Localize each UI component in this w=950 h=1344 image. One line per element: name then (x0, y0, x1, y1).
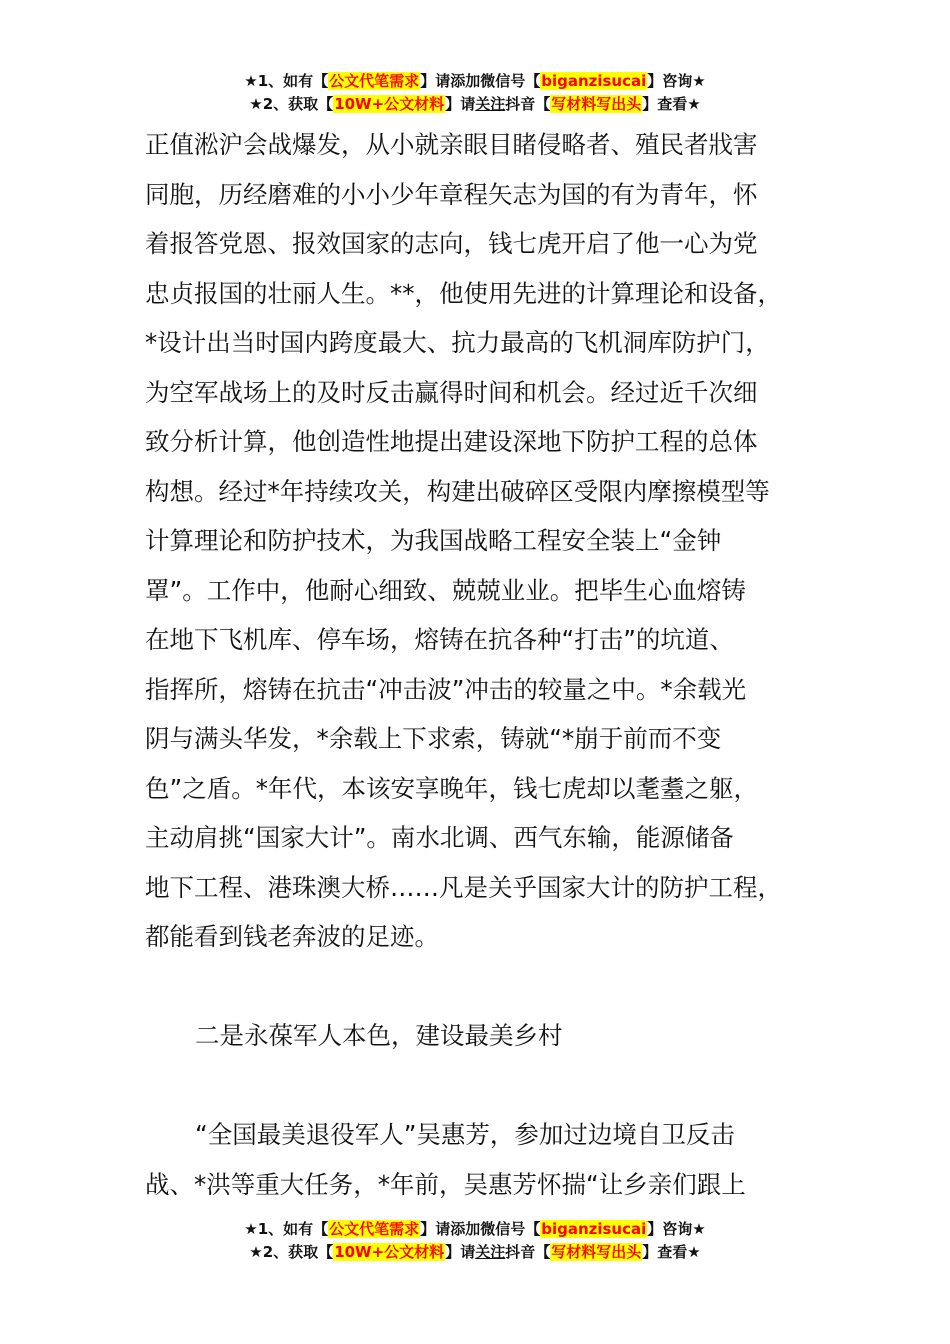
text-line: 同胞，历经磨难的小小少年章程矢志为国的有为青年，怀 (145, 179, 758, 209)
text-line: 主动肩挑“国家大计”。南水北调、西气东输，能源储备 (145, 823, 734, 852)
banner-text: 】查看★ (642, 95, 701, 113)
text-line: 色”之盾。*年代，本该安享晚年，钱七虎却以耄耋之躯， (145, 773, 758, 803)
text-line: 都能看到钱老奔波的足迹。 (145, 922, 439, 951)
paragraph-spacer (145, 962, 835, 1012)
text-line: 着报答党恩、报效国家的志向，钱七虎开启了他一心为党 (145, 229, 758, 258)
text-line: *设计出当时国内跨度最大、抗力最高的飞机洞库防护门， (145, 328, 770, 357)
banner-text: 】请 (445, 95, 476, 113)
highlight-text: 写材料写出头 (551, 1243, 642, 1261)
banner-line-2 (0, 93, 950, 116)
banner-text: 】咨询★ (647, 72, 706, 90)
section-heading: 二是永葆军人本色，建设最美乡村 (195, 1021, 563, 1050)
underlined-text: 关注 (475, 95, 506, 113)
text-line: 致分析计算，他创造性地提出建设深地下防护工程的总体 (145, 427, 758, 456)
banner-line-2 (0, 1241, 950, 1264)
text-line: 计算理论和防护技术，为我国战略工程安全装上“金钟 (145, 526, 722, 555)
underlined-text: 关注 (475, 1243, 506, 1261)
text-line: 罩”。工作中，他耐心细致、兢兢业业。把毕生心血熔铸 (145, 575, 746, 605)
text-line: 忠贞报国的壮丽人生。**，他使用先进的计算理论和设备， (145, 278, 782, 308)
banner-text: ★1、如有【 (244, 1220, 329, 1238)
text-line: “全国最美退役军人”吴惠芳，参加过边境自卫反击 (195, 1120, 735, 1149)
banner-text: ★2、获取【 (249, 95, 334, 113)
paragraph-1 (145, 120, 835, 962)
banner-text: ★1、如有【 (244, 72, 329, 90)
highlight-text: biganzisucai (541, 72, 647, 90)
banner-line-1 (0, 1218, 950, 1241)
banner-text: 】咨询★ (647, 1220, 706, 1238)
banner-text: 】请添加微信号【 (420, 1220, 541, 1238)
paragraph-spacer (145, 1061, 835, 1111)
highlight-text: biganzisucai (541, 1220, 647, 1238)
header-banner (0, 70, 950, 116)
banner-text: 】查看★ (642, 1243, 701, 1261)
banner-text: 】请 (445, 1243, 476, 1261)
footer-banner (0, 1218, 950, 1264)
text-line: 正值淞沪会战爆发，从小就亲眼目睹侵略者、殖民者戕害 (145, 130, 758, 159)
text-line: 为空军战场上的及时反击赢得时间和机会。经过近千次细 (145, 377, 758, 407)
banner-text: 】请添加微信号【 (420, 72, 541, 90)
highlight-text: 公文代笔需求 (329, 1220, 420, 1238)
text-line: 构想。经过*年持续攻关，构建出破碎区受限内摩擦模型等 (145, 476, 770, 506)
banner-text: 抖音【 (505, 1243, 551, 1261)
highlight-text: 公文代笔需求 (329, 72, 420, 90)
paragraph-3 (145, 1110, 835, 1209)
banner-text: 抖音【 (505, 95, 551, 113)
banner-text: ★2、获取【 (249, 1243, 334, 1261)
highlight-text: 10W+公文材料 (334, 1243, 445, 1261)
text-line: 在地下飞机库、停车场，熔铸在抗各种“打击”的坑道、 (145, 625, 734, 654)
banner-line-1 (0, 70, 950, 93)
document-body (145, 120, 835, 1209)
highlight-text: 10W+公文材料 (334, 95, 445, 113)
text-line: 战、*洪等重大任务，*年前，吴惠芳怀揣“让乡亲们跟上 (145, 1169, 746, 1199)
text-line: 阴与满头华发，*余载上下求索，铸就“*崩于前而不变 (145, 724, 722, 753)
highlight-text: 写材料写出头 (551, 95, 642, 113)
text-line: 地下工程、港珠澳大桥……凡是关乎国家大计的防护工程， (145, 872, 782, 902)
text-line: 指挥所，熔铸在抗击“冲击波”冲击的较量之中。*余载光 (145, 674, 747, 704)
